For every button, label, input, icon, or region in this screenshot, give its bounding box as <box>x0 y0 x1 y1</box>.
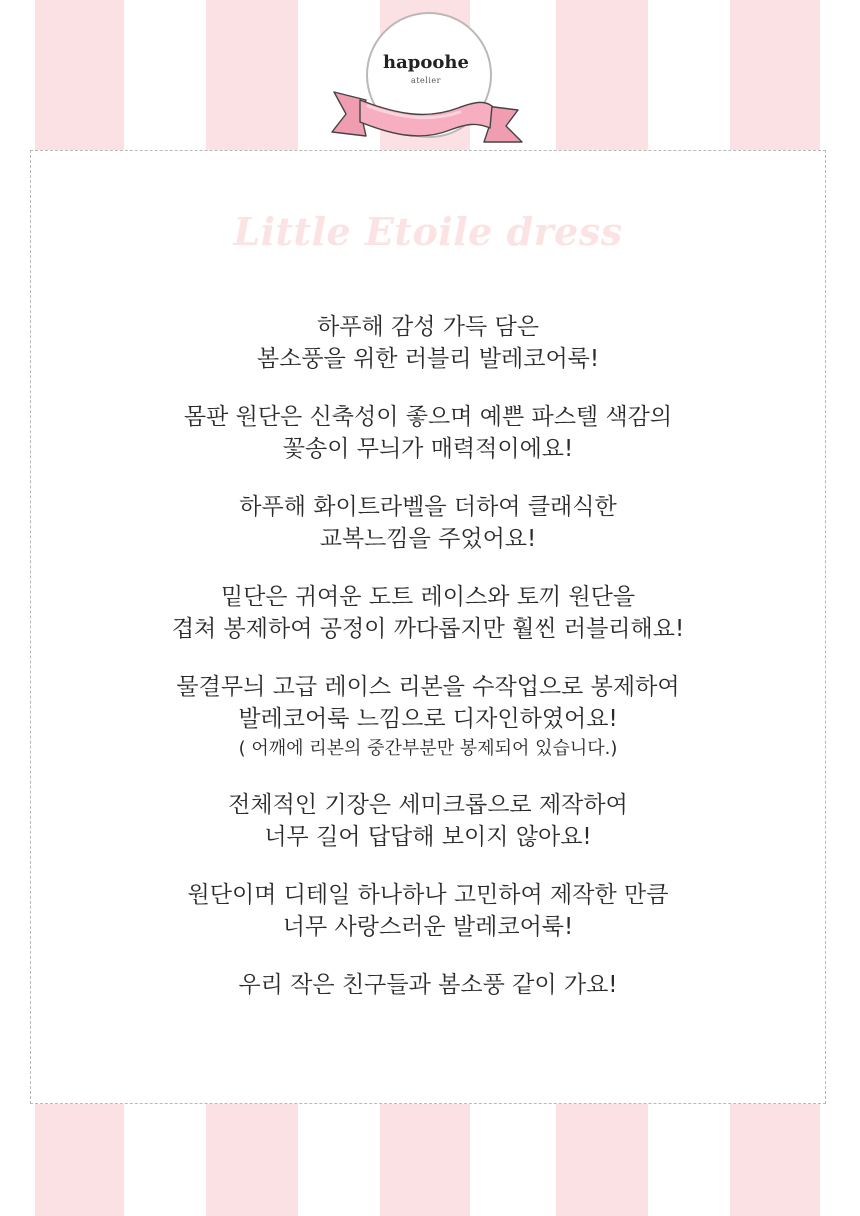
paragraph-line: 전체적인 기장은 세미크롭으로 제작하여 <box>228 792 628 818</box>
paragraph-line: 꽃송이 무늬가 매력적이에요! <box>282 436 574 462</box>
paragraph-line: 하푸해 감성 가득 담은 <box>317 314 539 340</box>
paragraph-6 <box>31 789 825 853</box>
paragraph-7 <box>31 879 825 943</box>
paragraph-line: 너무 사랑스러운 발레코어룩! <box>282 914 574 940</box>
paragraph-line: 몸판 원단은 신축성이 좋으며 예쁜 파스텔 색감의 <box>183 404 673 430</box>
paragraph-line: 겹쳐 봉제하여 공정이 까다롭지만 훨씬 러블리해요! <box>171 616 685 642</box>
paragraph-line: 발레코어룩 느낌으로 디자인하였어요! <box>238 706 618 732</box>
paragraph-2 <box>31 401 825 465</box>
description-card <box>30 150 826 1104</box>
paragraph-line: 우리 작은 친구들과 봄소풍 같이 가요! <box>238 972 618 998</box>
description-text <box>31 311 825 1027</box>
paragraph-4 <box>31 581 825 645</box>
brand-name: hapoohe <box>383 52 469 73</box>
paragraph-note: ( 어깨에 리본의 중간부분만 봉제되어 있습니다.) <box>238 738 618 759</box>
paragraph-line: 원단이며 디테일 하나하나 고민하여 제작한 만큼 <box>187 882 669 908</box>
paragraph-line: 봄소풍을 위한 러블리 발레코어룩! <box>256 346 600 372</box>
paragraph-line: 너무 길어 답답해 보이지 않아요! <box>264 824 592 850</box>
paragraph-line: 물결무늬 고급 레이스 리본을 수작업으로 봉제하여 <box>176 674 680 700</box>
paragraph-8 <box>31 969 825 1001</box>
paragraph-line: 하푸해 화이트라벨을 더하여 클래식한 <box>239 494 617 520</box>
ribbon-banner-icon <box>326 88 526 148</box>
brand-logo <box>326 8 526 148</box>
product-title: Little Etoile dress <box>233 209 623 254</box>
paragraph-3 <box>31 491 825 555</box>
paragraph-1 <box>31 311 825 375</box>
paragraph-5 <box>31 671 825 763</box>
paragraph-line: 밑단은 귀여운 도트 레이스와 토끼 원단을 <box>220 584 636 610</box>
brand-subtitle: atelier <box>411 76 441 85</box>
paragraph-line: 교복느낌을 주었어요! <box>319 526 537 552</box>
